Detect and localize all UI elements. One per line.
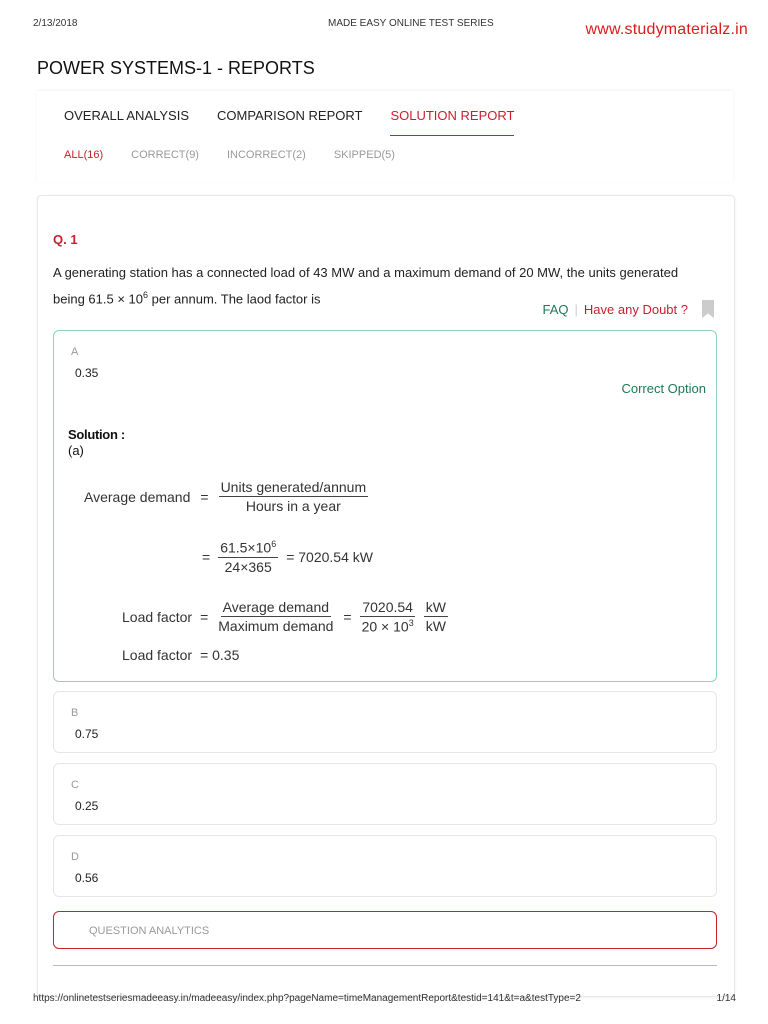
option-value: 0.56 [75,871,99,885]
correct-option-badge: Correct Option [621,381,706,396]
option-letter: A [71,346,79,358]
option-d-card[interactable] [53,835,717,897]
watermark-url: www.studymaterialz.in [585,21,748,38]
option-c-card[interactable] [53,763,717,825]
report-nav-panel [37,91,733,183]
filter-skipped[interactable]: SKIPPED(5) [333,149,395,161]
print-page-number: 1/14 [716,993,736,1004]
option-letter: D [71,851,79,863]
bookmark-icon[interactable] [702,300,714,318]
tab-overall-analysis[interactable]: OVERALL ANALYSIS [64,108,190,123]
divider-line [53,965,717,966]
option-a-card[interactable] [53,330,717,682]
filter-correct[interactable]: CORRECT(9) [131,149,199,161]
option-value: 0.75 [75,727,99,741]
option-value: 0.35 [75,366,99,380]
equation-4: Load factor = 0.35 [122,647,240,663]
equation-2: = $\frac{61.5\times 10^6}{24\times 365}$ = 7020.54 kW [202,539,373,575]
page-title: POWER SYSTEMS-1 - REPORTS [37,58,315,78]
have-doubt-link[interactable]: Have any Doubt ? [583,301,688,317]
question-analytics-button[interactable] [53,911,717,949]
print-header-title: MADE EASY ONLINE TEST SERIES [328,18,494,29]
tab-solution-report[interactable]: SOLUTION REPORT [390,108,514,136]
option-b-card[interactable] [53,691,717,753]
question-number: Q. 1 [53,232,78,247]
option-value: 0.25 [75,799,99,813]
tab-comparison-report[interactable]: COMPARISON REPORT [217,108,363,123]
print-date: 2/13/2018 [33,18,78,29]
question-actions [543,300,714,318]
solution-title: Solution : [68,427,125,442]
equation-1: Average demand = $\frac{\text{Units generated/annum}}{\text{Hours in a year}}$ [84,479,367,514]
option-letter: C [71,779,79,791]
equation-3: Load factor = $\frac{\text{Average demand}}{\text{Maximum demand}}$ = $\frac{7020.54}{20 \times 10^3}$ $\frac{kW}{kW}$ [122,599,446,635]
solution-answer: (a) [68,443,84,458]
filter-incorrect[interactable]: INCORRECT(2) [226,149,306,161]
filter-all[interactable]: ALL(16) [64,149,104,161]
print-footer-url: https://onlinetestseriesmadeeasy.in/madeeasy/index.php?pageName=timeManagementReport&testid=141&t=a&testType=2 [33,993,581,1004]
divider: | [574,301,578,317]
question-text: A generating station has a connected load of 43 MW and a maximum demand of 20 MW, the units generated being $61.5 \times 10^6$ per annum. The laod factor is [53,265,679,307]
question-filters [64,149,423,161]
question-analytics-label: QUESTION ANALYTICS [89,925,210,937]
report-tabs [64,108,542,136]
faq-link[interactable]: FAQ [542,301,569,317]
option-letter: B [71,707,79,719]
